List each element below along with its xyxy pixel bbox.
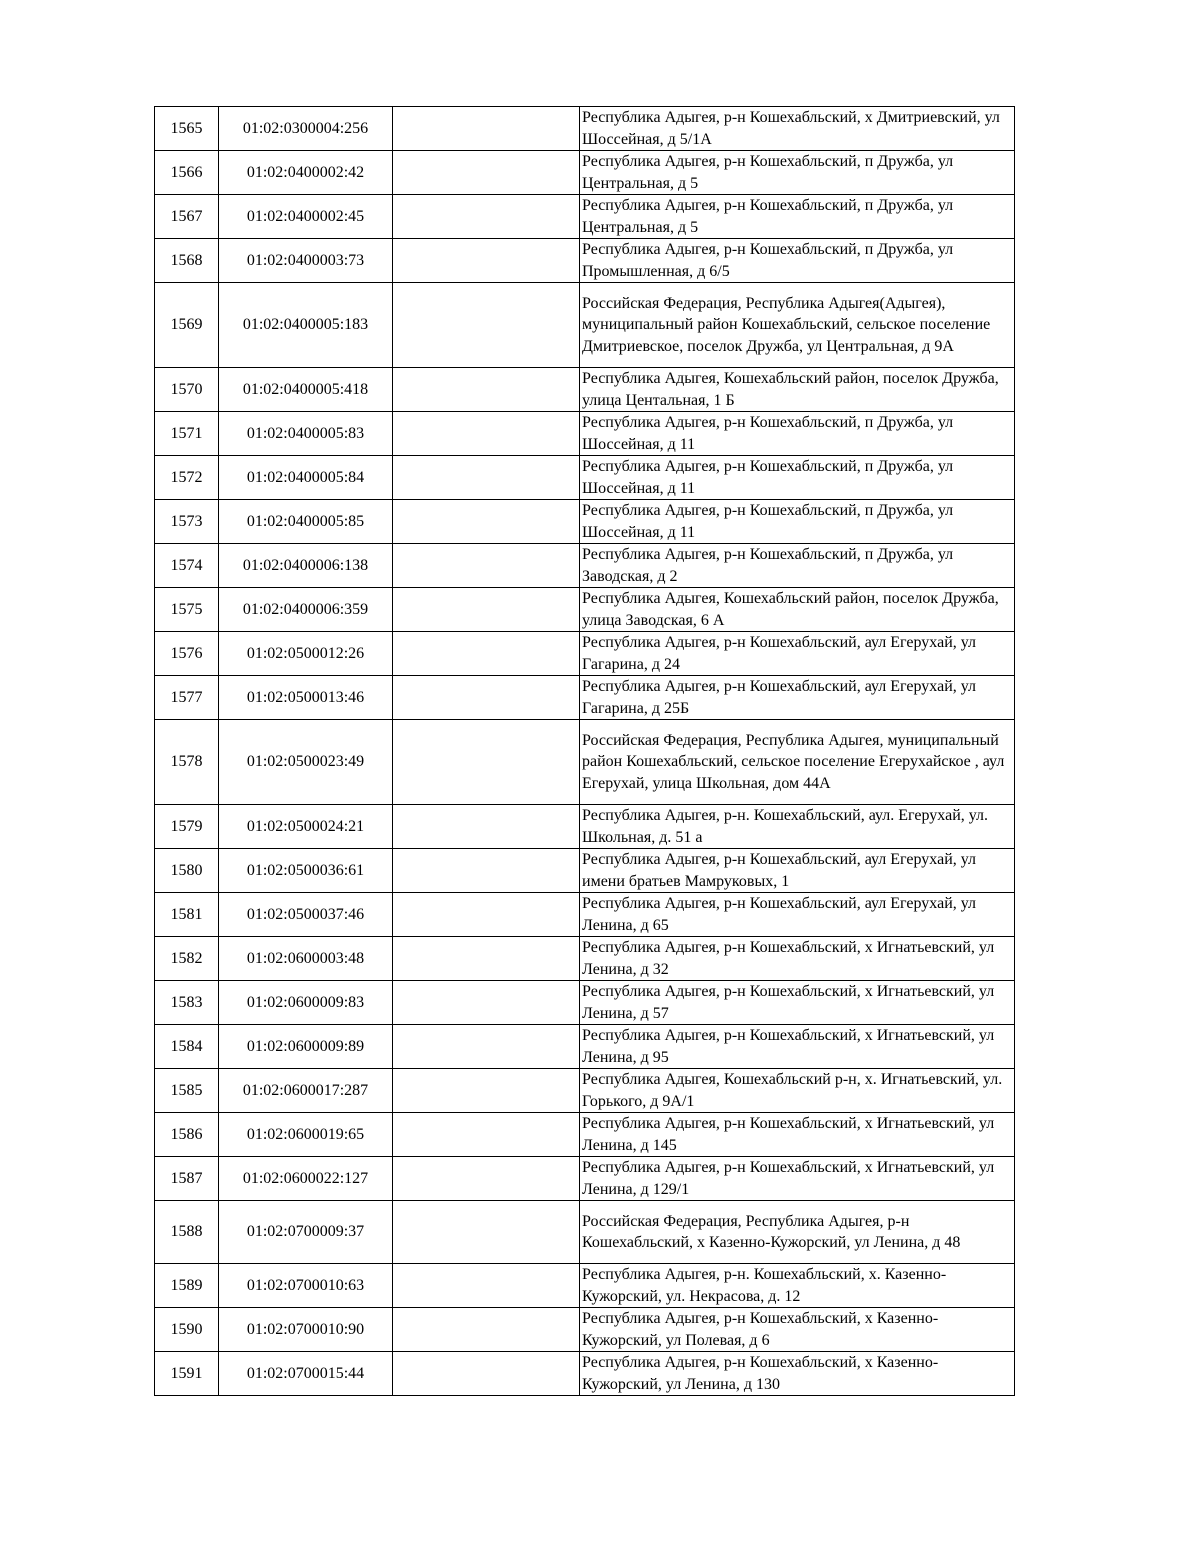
empty-cell <box>393 588 580 632</box>
address: Российская Федерация, Республика Адыгея, муниципальный район Кошехабльский, сельское поселение Егерухайское , аул Егерухай, улица Школьная, дом 44А <box>580 720 1015 805</box>
row-number: 1565 <box>155 107 219 151</box>
row-number: 1577 <box>155 676 219 720</box>
table-row <box>155 107 1015 151</box>
cadastral-number: 01:02:0600017:287 <box>219 1069 393 1113</box>
empty-cell <box>393 1113 580 1157</box>
empty-cell <box>393 893 580 937</box>
table-row <box>155 239 1015 283</box>
address: Республика Адыгея, р-н Кошехабльский, х Игнатьевский, ул Ленина, д 57 <box>580 981 1015 1025</box>
row-number: 1573 <box>155 500 219 544</box>
cadastral-number: 01:02:0400005:83 <box>219 412 393 456</box>
row-number: 1584 <box>155 1025 219 1069</box>
empty-cell <box>393 107 580 151</box>
table-row <box>155 849 1015 893</box>
cadastral-number: 01:02:0700015:44 <box>219 1352 393 1396</box>
row-number: 1589 <box>155 1264 219 1308</box>
address: Республика Адыгея, Кошехабльский р-н, х. Игнатьевский, ул. Горького, д 9А/1 <box>580 1069 1015 1113</box>
empty-cell <box>393 500 580 544</box>
cadastral-number: 01:02:0500012:26 <box>219 632 393 676</box>
table-row <box>155 368 1015 412</box>
empty-cell <box>393 1352 580 1396</box>
empty-cell <box>393 239 580 283</box>
cadastral-number: 01:02:0500023:49 <box>219 720 393 805</box>
address: Республика Адыгея, р-н. Кошехабльский, х. Казенно-Кужорский, ул. Некрасова, д. 12 <box>580 1264 1015 1308</box>
cadastral-number: 01:02:0600009:89 <box>219 1025 393 1069</box>
row-number: 1572 <box>155 456 219 500</box>
cadastral-number: 01:02:0400005:85 <box>219 500 393 544</box>
cadastral-number: 01:02:0400005:84 <box>219 456 393 500</box>
empty-cell <box>393 1264 580 1308</box>
cadastral-number: 01:02:0300004:256 <box>219 107 393 151</box>
address: Республика Адыгея, р-н Кошехабльский, п Дружба, ул Шоссейная, д 11 <box>580 412 1015 456</box>
address: Республика Адыгея, р-н. Кошехабльский, аул. Егерухай, ул. Школьная, д. 51 а <box>580 805 1015 849</box>
cadastral-number: 01:02:0700010:90 <box>219 1308 393 1352</box>
cadastral-number: 01:02:0400005:183 <box>219 283 393 368</box>
row-number: 1580 <box>155 849 219 893</box>
cadastral-number: 01:02:0500024:21 <box>219 805 393 849</box>
cadastral-number: 01:02:0600003:48 <box>219 937 393 981</box>
row-number: 1567 <box>155 195 219 239</box>
address: Республика Адыгея, р-н Кошехабльский, п Дружба, ул Центральная, д 5 <box>580 151 1015 195</box>
address: Республика Адыгея, р-н Кошехабльский, п Дружба, ул Шоссейная, д 11 <box>580 456 1015 500</box>
cadastral-number: 01:02:0400006:138 <box>219 544 393 588</box>
address: Республика Адыгея, р-н Кошехабльский, х Игнатьевский, ул Ленина, д 32 <box>580 937 1015 981</box>
address: Республика Адыгея, р-н Кошехабльский, аул Егерухай, ул имени братьев Мамруковых, 1 <box>580 849 1015 893</box>
row-number: 1568 <box>155 239 219 283</box>
cadastral-number: 01:02:0500037:46 <box>219 893 393 937</box>
table-row <box>155 805 1015 849</box>
empty-cell <box>393 456 580 500</box>
address: Республика Адыгея, р-н Кошехабльский, п Дружба, ул Промышленная, д 6/5 <box>580 239 1015 283</box>
empty-cell <box>393 981 580 1025</box>
row-number: 1570 <box>155 368 219 412</box>
address: Республика Адыгея, р-н Кошехабльский, п Дружба, ул Центральная, д 5 <box>580 195 1015 239</box>
address: Республика Адыгея, р-н Кошехабльский, х Дмитриевский, ул Шоссейная, д 5/1А <box>580 107 1015 151</box>
empty-cell <box>393 1025 580 1069</box>
row-number: 1585 <box>155 1069 219 1113</box>
table-row <box>155 1025 1015 1069</box>
table-row <box>155 283 1015 368</box>
empty-cell <box>393 849 580 893</box>
table-row <box>155 1308 1015 1352</box>
table-row <box>155 676 1015 720</box>
table-row <box>155 632 1015 676</box>
cadastral-number: 01:02:0600009:83 <box>219 981 393 1025</box>
empty-cell <box>393 720 580 805</box>
address: Республика Адыгея, р-н Кошехабльский, х Казенно-Кужорский, ул Полевая, д 6 <box>580 1308 1015 1352</box>
address: Республика Адыгея, р-н Кошехабльский, х Игнатьевский, ул Ленина, д 95 <box>580 1025 1015 1069</box>
address: Российская Федерация, Республика Адыгея, р-н Кошехабльский, х Казенно-Кужорский, ул Ленина, д 48 <box>580 1201 1015 1264</box>
table-row <box>155 1352 1015 1396</box>
empty-cell <box>393 544 580 588</box>
cadastral-number: 01:02:0500013:46 <box>219 676 393 720</box>
empty-cell <box>393 412 580 456</box>
cadastral-number: 01:02:0700009:37 <box>219 1201 393 1264</box>
row-number: 1587 <box>155 1157 219 1201</box>
row-number: 1583 <box>155 981 219 1025</box>
address: Республика Адыгея, р-н Кошехабльский, п Дружба, ул Заводская, д 2 <box>580 544 1015 588</box>
table-row <box>155 195 1015 239</box>
cadastral-number: 01:02:0700010:63 <box>219 1264 393 1308</box>
row-number: 1586 <box>155 1113 219 1157</box>
address: Российская Федерация, Республика Адыгея(Адыгея), муниципальный район Кошехабльский, сельское поселение Дмитриевское, поселок Дружба, ул Центральная, д 9А <box>580 283 1015 368</box>
empty-cell <box>393 283 580 368</box>
table-row <box>155 1264 1015 1308</box>
table-row <box>155 1069 1015 1113</box>
row-number: 1588 <box>155 1201 219 1264</box>
row-number: 1575 <box>155 588 219 632</box>
empty-cell <box>393 368 580 412</box>
table-row <box>155 893 1015 937</box>
address: Республика Адыгея, р-н Кошехабльский, п Дружба, ул Шоссейная, д 11 <box>580 500 1015 544</box>
address: Республика Адыгея, р-н Кошехабльский, аул Егерухай, ул Гагарина, д 25Б <box>580 676 1015 720</box>
row-number: 1590 <box>155 1308 219 1352</box>
address: Республика Адыгея, р-н Кошехабльский, х Игнатьевский, ул Ленина, д 129/1 <box>580 1157 1015 1201</box>
cadastral-number: 01:02:0400003:73 <box>219 239 393 283</box>
cadastral-number: 01:02:0500036:61 <box>219 849 393 893</box>
property-registry-table <box>154 106 1015 1396</box>
row-number: 1579 <box>155 805 219 849</box>
cadastral-number: 01:02:0600022:127 <box>219 1157 393 1201</box>
row-number: 1578 <box>155 720 219 805</box>
table-row <box>155 981 1015 1025</box>
table-row <box>155 1113 1015 1157</box>
table-row <box>155 937 1015 981</box>
empty-cell <box>393 676 580 720</box>
row-number: 1569 <box>155 283 219 368</box>
cadastral-number: 01:02:0600019:65 <box>219 1113 393 1157</box>
table-row <box>155 720 1015 805</box>
cadastral-number: 01:02:0400002:45 <box>219 195 393 239</box>
empty-cell <box>393 937 580 981</box>
row-number: 1591 <box>155 1352 219 1396</box>
empty-cell <box>393 632 580 676</box>
table-row <box>155 500 1015 544</box>
empty-cell <box>393 1201 580 1264</box>
address: Республика Адыгея, Кошехабльский район, поселок Дружба, улица Центальная, 1 Б <box>580 368 1015 412</box>
cadastral-number: 01:02:0400006:359 <box>219 588 393 632</box>
row-number: 1566 <box>155 151 219 195</box>
empty-cell <box>393 151 580 195</box>
table-row <box>155 151 1015 195</box>
address: Республика Адыгея, р-н Кошехабльский, х Игнатьевский, ул Ленина, д 145 <box>580 1113 1015 1157</box>
row-number: 1574 <box>155 544 219 588</box>
table-row <box>155 1201 1015 1264</box>
empty-cell <box>393 805 580 849</box>
address: Республика Адыгея, р-н Кошехабльский, х Казенно-Кужорский, ул Ленина, д 130 <box>580 1352 1015 1396</box>
row-number: 1571 <box>155 412 219 456</box>
row-number: 1576 <box>155 632 219 676</box>
address: Республика Адыгея, Кошехабльский район, поселок Дружба, улица Заводская, 6 А <box>580 588 1015 632</box>
row-number: 1582 <box>155 937 219 981</box>
empty-cell <box>393 195 580 239</box>
address: Республика Адыгея, р-н Кошехабльский, аул Егерухай, ул Ленина, д 65 <box>580 893 1015 937</box>
cadastral-number: 01:02:0400005:418 <box>219 368 393 412</box>
table-row <box>155 1157 1015 1201</box>
empty-cell <box>393 1069 580 1113</box>
cadastral-number: 01:02:0400002:42 <box>219 151 393 195</box>
empty-cell <box>393 1157 580 1201</box>
row-number: 1581 <box>155 893 219 937</box>
address: Республика Адыгея, р-н Кошехабльский, аул Егерухай, ул Гагарина, д 24 <box>580 632 1015 676</box>
table-row <box>155 456 1015 500</box>
table-row <box>155 412 1015 456</box>
empty-cell <box>393 1308 580 1352</box>
table-row <box>155 588 1015 632</box>
table-row <box>155 544 1015 588</box>
